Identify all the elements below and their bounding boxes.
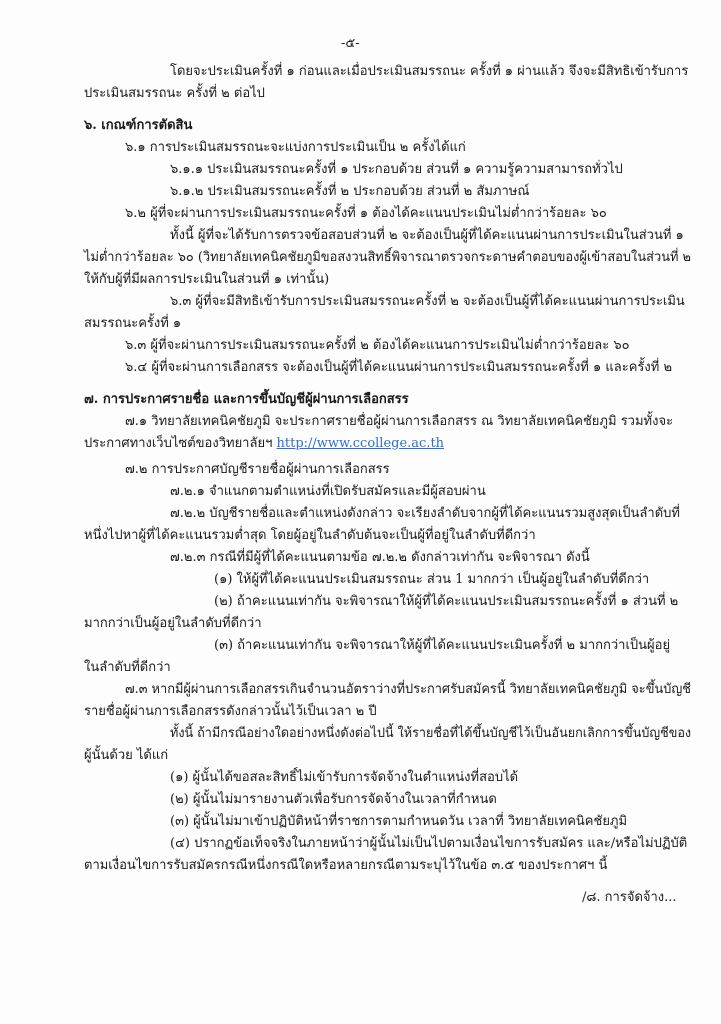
item-6-2-condition-end: ให้กับผู้ที่มีผลการประเมินในส่วนที่ ๑ เท่านั้น) bbox=[84, 272, 330, 287]
item-6-2-condition: ทั้งนี้ ผู้ที่จะได้รับการตรวจข้อสอบส่วนที่ ๒ จะต้องเป็นผู้ที่ได้คะแนนผ่านการประเมินในส่วนที่ ๑ bbox=[170, 228, 684, 243]
cancel-case-4-cont: ตามเงื่อนไขการรับสมัครกรณีหนึ่งกรณีใดหรือหลายกรณีตามระบุไว้ในข้อ ๓.๕ ของประกาศฯ นี้ bbox=[84, 858, 608, 873]
page-number: -๕- bbox=[341, 36, 360, 51]
item-7-1-text: ประกาศทางเว็บไซต์ของวิทยาลัยฯ bbox=[84, 436, 277, 451]
cancel-case-4: (๔) ปรากฏข้อเท็จจริงในภายหน้าว่าผู้นั้นไม่เป็นไปตามเงื่อนไขการรับสมัคร และ/หรือไม่ปฏิบัติ bbox=[170, 836, 688, 851]
item-6-2: ๖.๒ ผู้ที่จะผ่านการประเมินสมรรถนะครั้งที่ ๑ ต้องได้คะแนนประเมินไม่ต่ำกว่าร้อยละ ๖๐ bbox=[125, 206, 607, 221]
item-7-2-1: ๗.๒.๑ จำแนกตามตำแหน่งที่เปิดรับสมัครและมีผู้สอบผ่าน bbox=[170, 484, 486, 499]
item-6-1-1: ๖.๑.๑ ประเมินสมรรถนะครั้งที่ ๑ ประกอบด้วย ส่วนที่ ๑ ความรู้ความสามารถทั่วไป bbox=[170, 162, 623, 177]
item-6-3-b: ๖.๓ ผู้ที่จะผ่านการประเมินสมรรถนะครั้งที่ ๒ ต้องได้คะแนนการประเมินไม่ต่ำกว่าร้อยละ ๖๐ bbox=[125, 338, 630, 353]
item-7-3-condition-cont: ผู้นั้นด้วย ได้แก่ bbox=[84, 748, 169, 763]
item-7-2: ๗.๒ การประกาศบัญชีรายชื่อผู้ผ่านการเลือกสรร bbox=[125, 462, 390, 477]
item-7-3-condition: ทั้งนี้ ถ้ามีกรณีอย่างใดอย่างหนึ่งดังต่อไปนี้ ให้รายชื่อที่ได้ขึ้นบัญชีไว้เป็นอันยกเลิกการขึ้นบัญชีของ bbox=[170, 726, 692, 741]
cancel-case-2: (๒) ผู้นั้นไม่มารายงานตัวเพื่อรับการจัดจ้างในเวลาที่กำหนด bbox=[170, 792, 497, 807]
college-website-link[interactable]: http://www.ccollege.ac.th bbox=[276, 436, 445, 451]
item-7-1-cont bbox=[84, 436, 444, 452]
item-6-4: ๖.๔ ผู้ที่จะผ่านการเลือกสรร จะต้องเป็นผู้ที่ได้คะแนนผ่านการประเมินสมรรถนะครั้งที่ ๑ และครั้งที่ ๒ bbox=[125, 360, 673, 375]
tiebreak-2: (๒) ถ้าคะแนนเท่ากัน จะพิจารณาให้ผู้ที่ได้คะแนนประเมินสมรรถนะครั้งที่ ๑ ส่วนที่ ๒ bbox=[214, 594, 679, 609]
intro-line-2: ประเมินสมรรถนะ ครั้งที่ ๒ ต่อไป bbox=[84, 86, 265, 101]
item-6-1-2: ๖.๑.๒ ประเมินสมรรถนะครั้งที่ ๒ ประกอบด้วย ส่วนที่ ๒ สัมภาษณ์ bbox=[170, 184, 530, 199]
section-6-heading: ๖. เกณฑ์การตัดสิน bbox=[84, 118, 193, 133]
cancel-case-1: (๑) ผู้นั้นได้ขอสละสิทธิ์ไม่เข้ารับการจัดจ้างในตำแหน่งที่สอบได้ bbox=[170, 770, 519, 785]
item-7-1: ๗.๑ วิทยาลัยเทคนิคชัยภูมิ จะประกาศรายชื่อผู้ผ่านการเลือกสรร ณ วิทยาลัยเทคนิคชัยภูมิ รวมทั้งจะ bbox=[125, 414, 674, 429]
tiebreak-1: (๑) ให้ผู้ที่ได้คะแนนประเมินสมรรถนะ ส่วน 1 มากกว่า เป็นผู้อยู่ในลำดับที่ดีกว่า bbox=[214, 572, 650, 587]
item-6-3-a: ๖.๓ ผู้ที่จะมีสิทธิเข้ารับการประเมินสมรรถนะครั้งที่ ๒ จะต้องเป็นผู้ที่ได้คะแนนผ่านการประเมิน bbox=[170, 294, 685, 309]
tiebreak-3-cont: ในลำดับที่ดีกว่า bbox=[84, 660, 171, 675]
tiebreak-2-cont: มากกว่าเป็นผู้อยู่ในลำดับที่ดีกว่า bbox=[84, 616, 262, 631]
item-6-1: ๖.๑ การประเมินสมรรถนะจะแบ่งการประเมินเป็น ๒ ครั้งได้แก่ bbox=[125, 140, 466, 155]
item-7-2-2-cont: หนึ่งไปหาผู้ที่ได้คะแนนรวมต่ำสุด โดยผู้อยู่ในลำดับต้นจะเป็นผู้ที่อยู่ในลำดับที่ดีกว่า bbox=[84, 528, 536, 543]
next-page-catchword: /๘. การจัดจ้าง... bbox=[582, 890, 677, 905]
section-7-heading: ๗. การประกาศรายชื่อ และการขึ้นบัญชีผู้ผ่านการเลือกสรร bbox=[84, 392, 409, 407]
item-6-3-a-cont: สมรรถนะครั้งที่ ๑ bbox=[84, 316, 182, 331]
tiebreak-3: (๓) ถ้าคะแนนเท่ากัน จะพิจารณาให้ผู้ที่ได้คะแนนประเมินครั้งที่ ๒ มากกว่าเป็นผู้อยู่ bbox=[214, 638, 671, 653]
item-7-3: ๗.๓ หากมีผู้ผ่านการเลือกสรรเกินจำนวนอัตราว่างที่ประกาศรับสมัครนี้ วิทยาลัยเทคนิคชัยภูมิ จะขึ้นบัญชี bbox=[125, 682, 691, 697]
item-7-2-2: ๗.๒.๒ บัญชีรายชื่อและตำแหน่งดังกล่าว จะเรียงลำดับจากผู้ที่ได้คะแนนรวมสูงสุดเป็นลำดับที่ bbox=[170, 506, 680, 521]
item-6-2-condition-cont: ไม่ต่ำกว่าร้อยละ ๖๐ (วิทยาลัยเทคนิคชัยภูมิขอสงวนสิทธิ์พิจารณาตรวจกระดาษคำตอบของผู้เข้าสอบในส่วนที่ ๒ bbox=[84, 250, 692, 265]
cancel-case-3: (๓) ผู้นั้นไม่มาเข้าปฏิบัติหน้าที่ราชการตามกำหนดวัน เวลาที่ วิทยาลัยเทคนิคชัยภูมิ bbox=[170, 814, 628, 829]
intro-line-1: โดยจะประเมินครั้งที่ ๑ ก่อนและเมื่อประเมินสมรรถนะ ครั้งที่ ๑ ผ่านแล้ว จึงจะมีสิทธิเข้ารับการ bbox=[170, 64, 689, 79]
item-7-2-3: ๗.๒.๓ กรณีที่มีผู้ที่ได้คะแนนตามข้อ ๗.๒.๒ ดังกล่าวเท่ากัน จะพิจารณา ดังนี้ bbox=[170, 550, 590, 565]
item-7-3-cont: รายชื่อผู้ผ่านการเลือกสรรดังกล่าวนั้นไว้เป็นเวลา ๒ ปี bbox=[84, 704, 377, 719]
